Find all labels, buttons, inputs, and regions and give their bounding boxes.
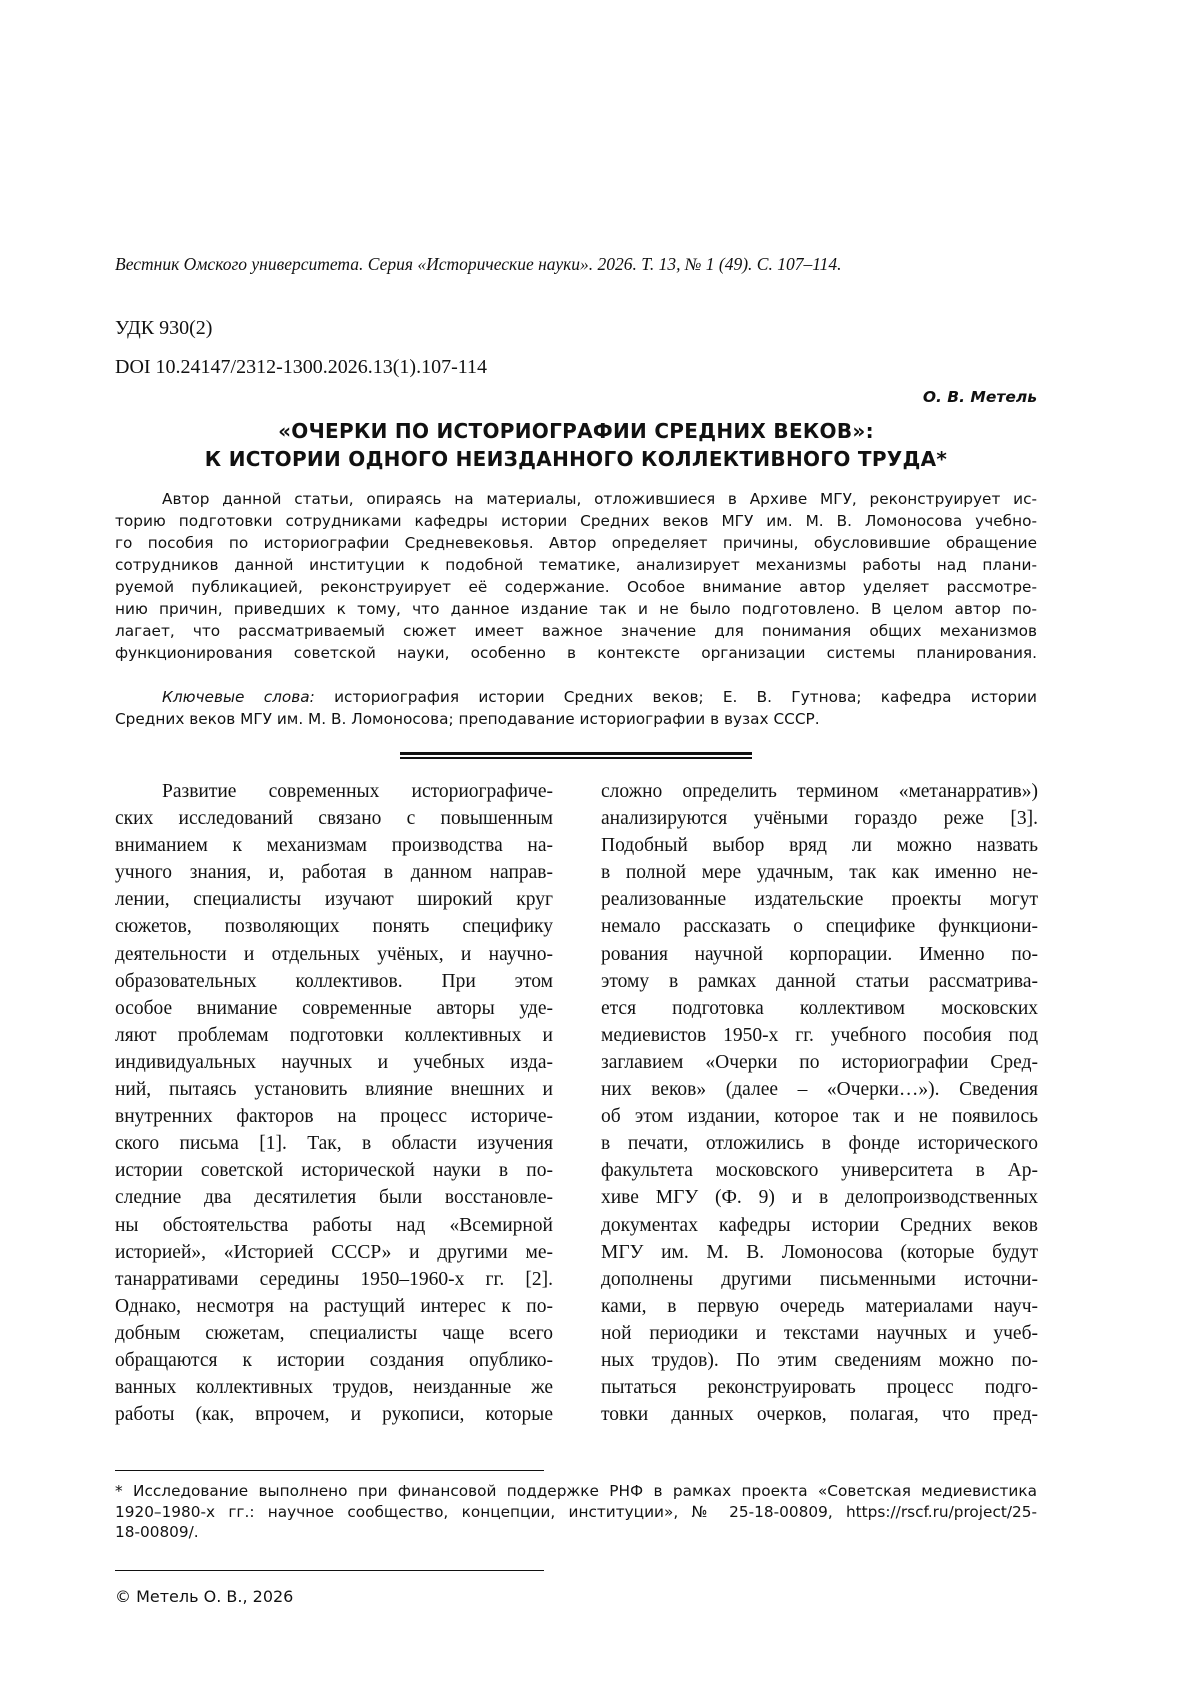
body-line: об этом издании, которое так и не появилось <box>601 1106 1038 1128</box>
body-line: Развитие современных историографиче- <box>162 781 553 802</box>
abstract-line: го пособия по историографии Средневековья. Автор определяет причины, обусловившие обращение <box>115 534 1037 552</box>
section-divider <box>400 752 752 759</box>
udk-code: УДК 930(2) <box>115 317 213 339</box>
body-line: историей», «Историей СССР» и другими ме- <box>115 1241 553 1263</box>
body-line: ется подготовка коллективом московских <box>601 997 1038 1019</box>
body-line: танарративами середины 1950–1960-х гг. [2]. <box>115 1268 553 1290</box>
body-line: Подобный выбор вряд ли можно назвать <box>601 835 1038 857</box>
body-line: ной периодики и текстами научных и учеб- <box>601 1322 1038 1344</box>
body-line: этому в рамках данной статьи рассматрива- <box>601 970 1038 992</box>
body-line: следние два десятилетия были восстановле- <box>115 1187 553 1209</box>
body-line: рования научной корпорации. Именно по- <box>601 943 1038 965</box>
body-line: деятельности и отдельных учёных, и научно- <box>115 943 553 965</box>
body-line: товки данных очерков, полагая, что пред- <box>601 1404 1038 1426</box>
abstract-line: функционирования советской науки, особенно в контексте организации системы планирования. <box>115 644 1037 662</box>
article-title <box>120 417 1032 473</box>
body-line: анализируются учёными гораздо реже [3]. <box>601 808 1038 830</box>
abstract-line: сотрудников данной институции к подобной тематике, анализирует механизмы работы над плани- <box>115 556 1037 574</box>
footnote-line: * Исследование выполнено при финансовой поддержке РНФ в рамках проекта «Советская медиевистика <box>115 1482 1037 1500</box>
body-line: вниманием к механизмам производства на- <box>115 835 553 857</box>
body-line: них веков» (далее – «Очерки…»). Сведения <box>601 1079 1038 1101</box>
copyright-separator <box>115 1570 544 1571</box>
body-line: добным сюжетам, специалисты чаще всего <box>115 1322 553 1344</box>
body-line: особое внимание современные авторы уде- <box>115 997 553 1019</box>
body-line: Однако, несмотря на растущий интерес к по- <box>115 1295 553 1317</box>
body-line: документах кафедры истории Средних веков <box>601 1214 1038 1236</box>
abstract-line: торию подготовки сотрудниками кафедры истории Средних веков МГУ им. М. В. Ломоносова учебно- <box>115 512 1037 530</box>
body-line: пытаться реконструировать процесс подго- <box>601 1377 1038 1399</box>
body-line: ских исследований связано с повышенным <box>115 808 553 830</box>
footnote-line: 18-00809/. <box>115 1523 199 1541</box>
body-line: сложно определить термином «метанарратив») <box>601 781 1038 802</box>
body-line: обращаются к истории создания опублико- <box>115 1349 553 1371</box>
body-column-right <box>601 778 1038 1428</box>
keywords-line <box>115 686 1037 708</box>
body-line: в полной мере удачным, так как именно не- <box>601 862 1038 884</box>
body-line: в печати, отложились в фонде исторического <box>601 1133 1038 1155</box>
body-line: МГУ им. М. В. Ломоносова (которые будут <box>601 1241 1038 1263</box>
body-line: дополнены другими письменными источни- <box>601 1268 1038 1290</box>
body-column-left <box>115 778 553 1428</box>
body-line: работы (как, впрочем, и рукописи, которые <box>115 1404 553 1426</box>
keywords-text: историография истории Средних веков; Е. В. Гутнова; кафедра истории <box>334 688 1037 706</box>
body-line: заглавием «Очерки по историографии Сред- <box>601 1051 1038 1073</box>
body-line: учного знания, и, работая в данном направ- <box>115 862 553 884</box>
abstract-line: лагает, что рассматриваемый сюжет имеет важное значение для понимания общих механизмов <box>115 622 1037 640</box>
title-line: «ОЧЕРКИ ПО ИСТОРИОГРАФИИ СРЕДНИХ ВЕКОВ»: <box>278 419 874 443</box>
copyright: © Метель О. В., 2026 <box>115 1587 294 1606</box>
title-line: К ИСТОРИИ ОДНОГО НЕИЗДАННОГО КОЛЛЕКТИВНОГО ТРУДА* <box>204 447 948 471</box>
body-line: реализованные издательские проекты могут <box>601 889 1038 911</box>
body-line: индивидуальных научных и учебных изда- <box>115 1051 553 1073</box>
body-line: ны обстоятельства работы над «Всемирной <box>115 1214 553 1236</box>
body-line: ками, в первую очередь материалами науч- <box>601 1295 1038 1317</box>
keywords-line: Средних веков МГУ им. М. В. Ломоносова; преподавание историографии в вузах СССР. <box>115 710 820 728</box>
body-line: истории советской исторической науки в по- <box>115 1160 553 1182</box>
footnote-separator <box>115 1470 544 1471</box>
body-line: ных трудов). По этим сведениям можно по- <box>601 1349 1038 1371</box>
body-line: образовательных коллективов. При этом <box>115 970 553 992</box>
body-line: хиве МГУ (Ф. 9) и в делопроизводственных <box>601 1187 1038 1209</box>
footnote <box>115 1481 1037 1543</box>
body-line: медиевистов 1950-х гг. учебного пособия под <box>601 1024 1038 1046</box>
abstract-line: нию причин, приведших к тому, что данное издание так и не было подготовлено. В целом автор по- <box>115 600 1037 618</box>
body-line: ванных коллективных трудов, неизданные же <box>115 1377 553 1399</box>
body-line: ского письма [1]. Так, в области изучения <box>115 1133 553 1155</box>
body-line: немало рассказать о специфике функциони- <box>601 916 1038 938</box>
footnote-line: 1920–1980-х гг.: научное сообщество, концепции, институции», № 25-18-00809, https://rscf.ru/project/25- <box>115 1502 1037 1521</box>
keywords-label: Ключевые слова: <box>162 688 315 706</box>
body-line: сюжетов, позволяющих понять специфику <box>115 916 553 938</box>
abstract-line: руемой публикацией, реконструирует её содержание. Особое внимание автор уделяет рассмотре- <box>115 578 1037 596</box>
body-line: лении, специалисты изучают широкий круг <box>115 889 553 911</box>
abstract <box>115 488 1037 664</box>
journal-citation: Вестник Омского университета. Серия «Исторические науки». 2026. Т. 13, № 1 (49). С. 107–114. <box>115 254 842 274</box>
author-name: О. В. Метель <box>922 388 1037 406</box>
body-line: внутренних факторов на процесс историче- <box>115 1106 553 1128</box>
doi[interactable]: DOI 10.24147/2312-1300.2026.13(1).107-114 <box>115 356 488 378</box>
body-line: факультета московского университета в Ар- <box>601 1160 1038 1182</box>
body-line: ляют проблемам подготовки коллективных и <box>115 1024 553 1046</box>
keywords <box>115 686 1037 730</box>
body-line: ний, пытаясь установить влияние внешних и <box>115 1079 553 1101</box>
abstract-line: Автор данной статьи, опираясь на материалы, отложившиеся в Архиве МГУ, реконструирует ис- <box>162 490 1037 508</box>
